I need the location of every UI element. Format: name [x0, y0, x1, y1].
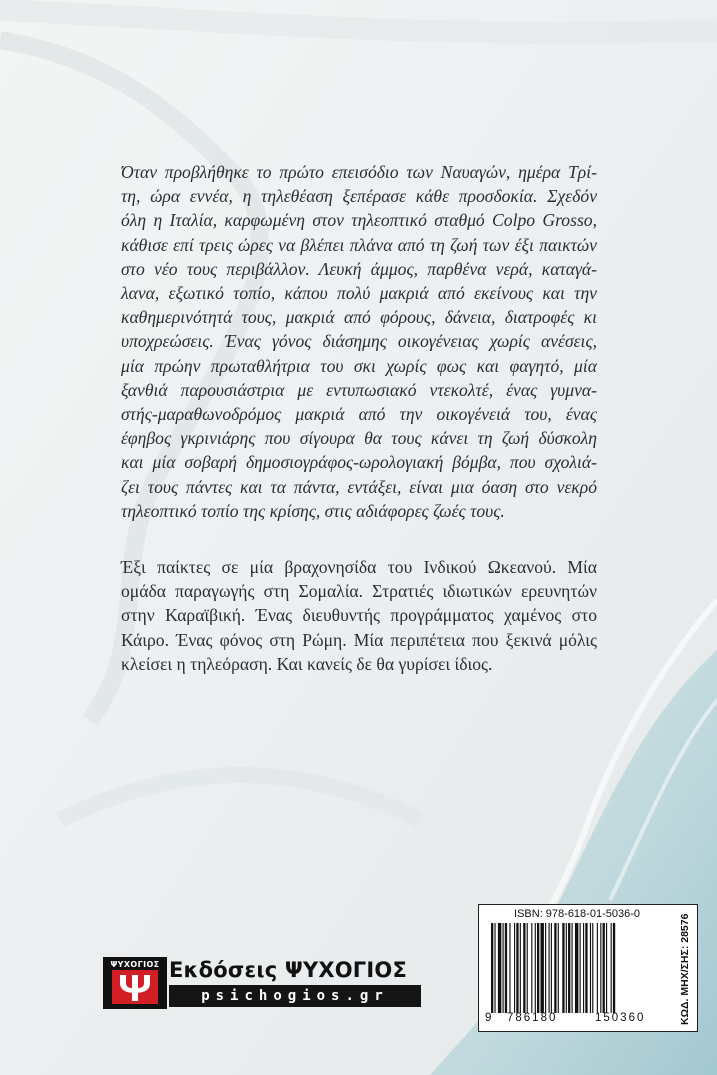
blurb-paragraph-2 — [121, 555, 597, 676]
barcode-digits-right: 150360 — [595, 1012, 646, 1024]
blurb-paragraph-2-line: στην Καραϊβική. Ένας διευθυντής προγράμματος χαμένος στο — [121, 605, 597, 626]
blurb-paragraph-1-line: στής-μαραθωνοδρόμος μακριά από την οικογένειά του, ένας — [121, 404, 597, 425]
blurb-paragraph-1-line: Όταν προβλήθηκε το πρώτο επεισόδιο των Ναυαγών, ημέρα Τρί- — [121, 162, 597, 182]
publisher-url: psichogios.gr — [169, 985, 421, 1007]
blurb-paragraph-1-line: ζει τους πάντες και τα πάντα, εντάξει, είναι μια όαση στο νεκρό — [121, 476, 597, 497]
barcode-bar — [509, 923, 510, 1013]
barcode-bar — [520, 923, 521, 1013]
barcode-bar — [503, 923, 504, 1013]
barcode-bar — [583, 923, 584, 1013]
barcode-bar — [551, 923, 552, 1013]
psi-icon — [112, 970, 158, 1004]
publisher-name: Εκδόσεις ΨΥΧΟΓΙΟΣ — [169, 958, 407, 982]
barcode-bar — [505, 923, 507, 1013]
barcode-bar — [558, 923, 559, 1013]
blurb-paragraph-1-line: στο νέο τους περιβάλλον. Λευκή άμμος, παρθένα νερά, καταγά- — [121, 258, 597, 279]
barcode-bar — [611, 923, 612, 1013]
barcode-bar — [545, 923, 546, 1013]
barcode-bar — [527, 923, 528, 1013]
publisher-logo-block — [103, 957, 421, 1007]
blurb-paragraph-1-line: και μία σοβαρή δημοσιογράφος-ωρολογιακή βόμβα, που σχολιά- — [121, 452, 597, 473]
barcode-bars — [489, 923, 665, 1013]
barcode-bar — [585, 923, 587, 1013]
blurb-paragraph-1-line: υποχρεώσεις. Ένας γόνος διάσημης οικογένειας χωρίς ανέσεις, — [121, 331, 597, 352]
blurb-paragraph-2-line: κλείσει η τηλεόραση. Και κανείς δε θα γυρίσει ίδιος. — [121, 653, 493, 674]
blurb-paragraph-1 — [121, 160, 597, 523]
barcode-bar — [549, 923, 550, 1013]
blurb-paragraph-1-line: τηλεοπτικό τοπίο της κρίσης, στις αδιάφορες ζωές τους. — [121, 500, 505, 521]
blurb-paragraph-1-line: λανα, εξωτικό τοπίο, κάπου πολύ μακριά από εκείνους και την — [121, 283, 597, 304]
barcode-bar — [566, 923, 567, 1013]
blurb-paragraph-1-line: τη, ώρα εννέα, η τηλεθέαση ξεπέρασε κάθε προσδοκία. Σχεδόν — [121, 186, 597, 207]
barcode-bar — [540, 923, 543, 1013]
blurb-paragraph-2-line: Κάιρο. Ένας φόνος στη Ρώμη. Μία περιπέτεια που ξεκινά μόλις — [121, 629, 597, 650]
barcode-bar — [537, 923, 539, 1013]
barcode-bar — [592, 923, 593, 1013]
logo-label: ΨΥΧΟΓΙΟΣ — [110, 960, 160, 969]
barcode-digit-first: 9 — [485, 1012, 492, 1024]
barcode-bar — [597, 923, 598, 1013]
barcode-digits-left: 786180 — [507, 1012, 558, 1024]
barcode-bar — [572, 923, 573, 1013]
barcode-bar — [491, 923, 493, 1013]
barcode-bar — [606, 923, 607, 1013]
back-cover-blurb — [121, 160, 597, 676]
blurb-paragraph-1-line: καθημερινότητά τους, μακριά από φόρους, δάνεια, διατροφές κι — [121, 307, 597, 328]
blurb-paragraph-2-line: Έξι παίκτες σε μία βραχονησίδα του Ινδικού Ωκεανού. Μία — [121, 557, 597, 578]
barcode-bar — [531, 923, 532, 1013]
barcode-bar — [535, 923, 536, 1013]
blurb-paragraph-1-line: ξανθιά παρουσιάστρια με εντυπωσιακό ντεκολτέ, ένας γυμνα- — [121, 379, 597, 400]
blurb-paragraph-2-line: ομάδα παραγωγής στη Σομαλία. Στρατιές ιδιωτικών ερευνητών — [121, 581, 597, 602]
blurb-paragraph-1-line: μία πρώην πρωταθλήτρια του σκι χωρίς φως και φαγητό, μία — [121, 355, 597, 376]
isbn-barcode-box — [478, 904, 698, 1032]
psichogios-logo — [103, 957, 167, 1009]
barcode-bar — [590, 923, 591, 1013]
blurb-paragraph-1-line: κάθισε επί τρεις ώρες να βλέπει πλάνα από τη ζωή των έξι παικτών — [121, 234, 597, 255]
logo-red-panel — [112, 970, 158, 1004]
barcode-bar — [498, 923, 501, 1013]
barcode-bar — [603, 923, 605, 1013]
barcode-bar — [600, 923, 601, 1013]
barcode-bar — [554, 923, 556, 1013]
barcode-bar — [580, 923, 581, 1013]
barcode-bar — [613, 923, 615, 1013]
barcode-bar — [514, 923, 515, 1013]
isbn-label: ISBN: 978-618-01-5036-0 — [514, 908, 640, 920]
barcode-bar — [575, 923, 578, 1013]
barcode-bar — [516, 923, 518, 1013]
barcode-bar — [562, 923, 564, 1013]
blurb-paragraph-1-line: όλη η Ιταλία, καρφωμένη στον τηλεοπτικό σταθμό Colpo Grosso, — [121, 210, 597, 231]
barcode-bar — [568, 923, 570, 1013]
blurb-paragraph-1-line: έφηβος γκρινιάρης που σίγουρα θα τους κάνει τη ζωή δύσκολη — [121, 428, 597, 449]
barcode-bar — [494, 923, 495, 1013]
machine-code-label: ΚΩΔ. ΜΗΧ/ΣΗΣ: 28576 — [679, 913, 691, 1025]
barcode-bar — [523, 923, 525, 1013]
